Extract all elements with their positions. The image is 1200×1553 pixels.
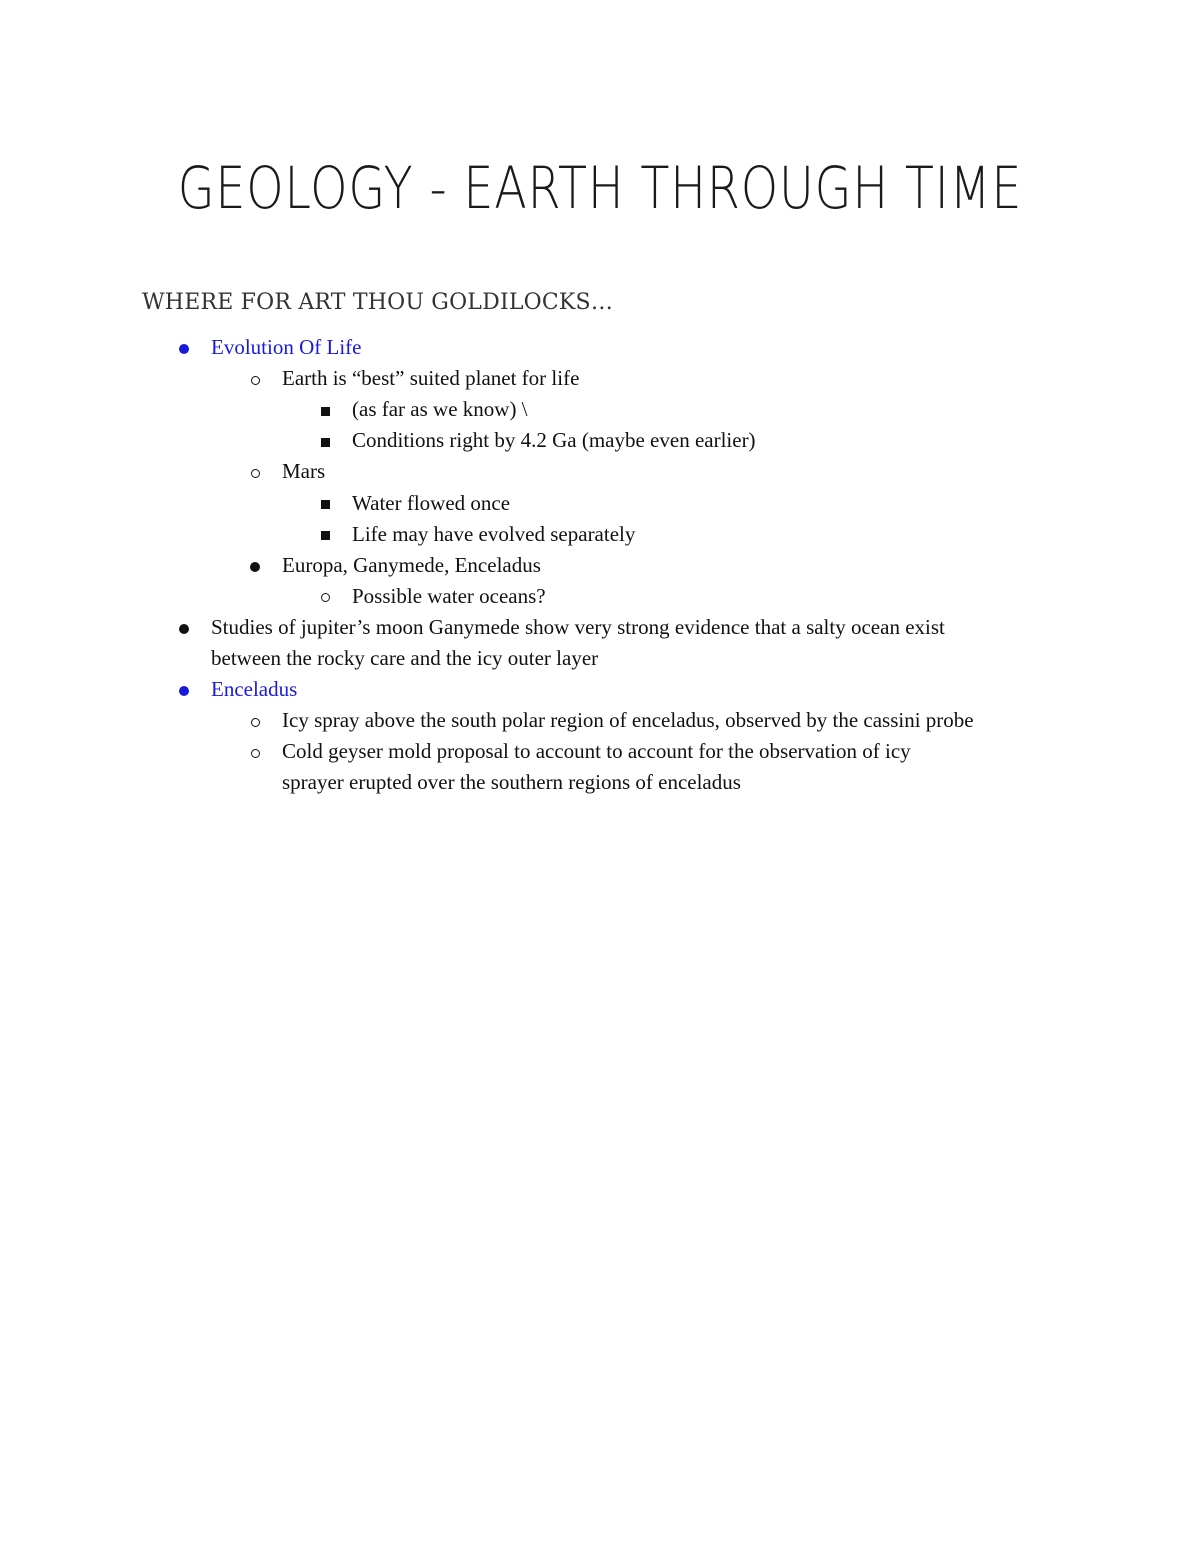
bullet-dot-icon	[172, 332, 196, 363]
list-item: sprayer erupted over the southern regions of enceladus	[282, 770, 741, 795]
bullet-square-icon	[313, 425, 337, 456]
list-item: Europa, Ganymede, Enceladus	[282, 552, 541, 577]
list-item: Mars	[282, 459, 326, 484]
list-item: Conditions right by 4.2 Ga (maybe even earlier)	[352, 428, 756, 453]
list-item: Evolution Of Life	[211, 335, 362, 359]
bullet-circle-icon	[243, 736, 267, 767]
list-item: Earth is “best” suited planet for life	[282, 366, 580, 391]
list-item: (as far as we know) \	[352, 397, 528, 422]
list-item: Cold geyser mold proposal to account to account for the observation of icy	[282, 739, 911, 764]
bullet-square-icon	[313, 488, 337, 519]
list-item: between the rocky care and the icy outer layer	[211, 646, 599, 670]
bullet-circle-icon	[243, 456, 267, 487]
list-item: Icy spray above the south polar region of enceladus, observed by the cassini probe	[282, 708, 974, 733]
bullet-dot-icon	[243, 550, 267, 581]
list-item: Enceladus	[211, 677, 298, 702]
bullet-circle-icon	[313, 581, 337, 612]
bullet-dot-icon	[172, 674, 196, 705]
section-heading: WHERE FOR ART THOU GOLDILOCKS…	[142, 290, 614, 315]
bullet-dot-icon	[172, 612, 196, 643]
list-item: Life may have evolved separately	[352, 521, 636, 546]
list-item: Studies of jupiter’s moon Ganymede show very strong evidence that a salty ocean exist	[211, 614, 945, 639]
bullet-circle-icon	[243, 705, 267, 736]
bullet-square-icon	[313, 394, 337, 425]
list-item: Water flowed once	[352, 490, 511, 515]
list-item: Possible water oceans?	[352, 583, 546, 608]
document-title: GEOLOGY - EARTH THROUGH TIME	[177, 154, 1023, 222]
bullet-circle-icon	[243, 363, 267, 394]
bullet-square-icon	[313, 519, 337, 550]
